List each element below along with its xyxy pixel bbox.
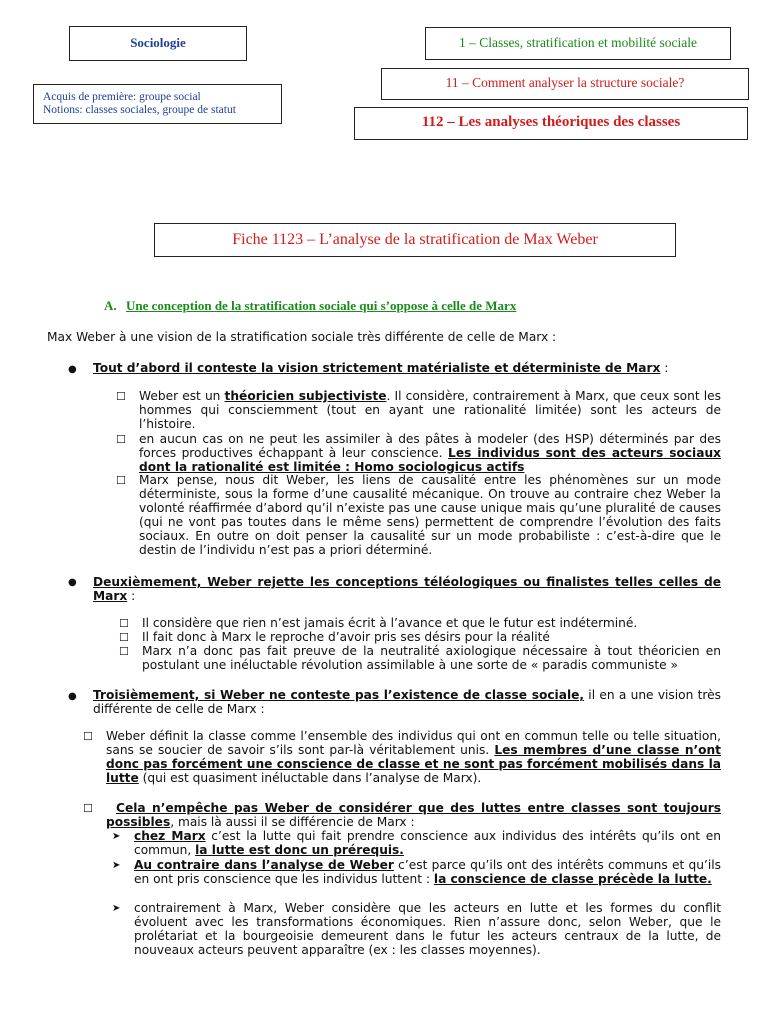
point2-item2: Il fait donc à Marx le reproche d’avoir pris ses désirs pour la réalité — [142, 630, 550, 644]
point1-item1-b: théoricien subjectiviste — [224, 389, 387, 403]
point3-arrow2 — [134, 858, 721, 886]
checkbox-icon: ☐ — [83, 802, 93, 815]
subject-box — [69, 26, 247, 61]
point3-arrow3: contrairement à Marx, Weber considère que les acteurs en lutte et les formes du conflit évoluent avec les transformations économiques. Rien n’assure donc, selon Weber, que le prolétariat et la bourgeoisie demeurent dans le futur les acteurs centraux de la lutte, de nouveaux acteurs peuvent apparaître (ex : les classes moyennes). — [134, 901, 721, 957]
bullet-icon: ● — [68, 577, 77, 588]
point3-item2 — [106, 801, 721, 829]
section-label: 11 – Comment analyser la structure sociale? — [445, 75, 685, 90]
point1-colon: : — [660, 361, 669, 375]
point1-item1-a: Weber est un — [139, 389, 225, 403]
point3-arrow2-a: Au contraire dans l’analyse de Weber — [134, 858, 394, 872]
checkbox-icon: ☐ — [116, 474, 126, 487]
point3-item1-c: (qui est quasiment inéluctable dans l’analyse de Marx). — [138, 771, 482, 785]
checkbox-icon: ☐ — [119, 631, 129, 644]
checkbox-icon: ☐ — [83, 730, 93, 743]
point3-arrow1-a: chez Marx — [134, 829, 206, 843]
point2-colon: : — [127, 589, 136, 603]
chapter-label: 1 – Classes, stratification et mobilité sociale — [458, 35, 698, 50]
point1-item2 — [139, 432, 721, 474]
point1-item2-b: Les individus sont des acteurs sociaux dont la rationalité est limitée : Homo sociologicus actifs — [139, 446, 721, 474]
notions-label: Notions: classes sociales, groupe de statut — [43, 104, 236, 116]
section-a-title: Une conception de la stratification sociale qui s’oppose à celle de Marx — [126, 298, 517, 313]
bullet-icon: ● — [68, 364, 77, 375]
section-box — [381, 68, 749, 100]
section-a-marker: A. — [104, 298, 117, 313]
subsection-box — [354, 107, 748, 140]
arrow-icon: ➤ — [112, 860, 121, 871]
point1-item3: Marx pense, nous dit Weber, les liens de causalité entre les phénomènes sur un mode déterministe, sous la forme d’une causalité mécanique. On trouve au contraire chez Weber la volonté réaffirmée d’abord qu’il n’existe pas une cause unique mais qu’une pluralité de causes (qui ne vont pas toutes dans le même sens) permettent de comprendre l’évolution des faits sociaux. En outre on doit penser la causalité sur un mode probabiliste : c’est-à-dire que le destin de l’individu n’est pas a priori déterminé. — [139, 473, 721, 557]
subsection-label: 112 – Les analyses théoriques des classes — [421, 114, 681, 130]
fiche-title-box — [154, 223, 676, 257]
prereq-label: Acquis de première: groupe social — [43, 91, 201, 103]
point3-item1-b: Les membres d’une classe n’ont donc pas forcément une conscience de classe et ne sont pas forcément mobilisés dans la lutte — [106, 743, 721, 785]
point1-item1 — [139, 389, 721, 431]
chapter-box — [425, 27, 731, 60]
bullet-icon: ● — [68, 691, 77, 702]
point3-heading — [93, 688, 721, 716]
point1-heading — [93, 361, 668, 375]
point3-arrow1 — [134, 829, 721, 857]
point3-heading-text: Troisièmement, si Weber ne conteste pas l’existence de classe sociale, — [93, 688, 585, 702]
point2-item3: Marx n’a donc pas fait preuve de la neutralité axiologique nécessaire à tout théoricien en postulant une inéluctable révolution assimilable à une sorte de « paradis communiste » — [142, 644, 721, 672]
point3-item2-b: , mais là aussi il se différencie de Marx : — [170, 815, 415, 829]
point3-item2-a: Cela n’empêche pas Weber de considérer que des luttes entre classes sont toujours possibles — [106, 801, 721, 829]
point3-item1-a: Weber définit la classe comme l’ensemble des individus qui ont en commun telle ou telle situation, sans se soucier de savoir s’ils sont par-là véritablement unis. — [106, 729, 721, 757]
subject-label: Sociologie — [130, 35, 186, 50]
point2-heading-text: Deuxièmement, Weber rejette les conceptions téléologiques ou finalistes telles celles de Marx — [93, 575, 721, 603]
point3-arrow1-c: la lutte est donc un prérequis. — [195, 843, 404, 857]
point3-arrow1-b: c’est la lutte qui fait prendre conscience aux individus des intérêts qu’ils ont en commun, — [134, 829, 722, 857]
arrow-icon: ➤ — [112, 831, 121, 842]
point3-arrow2-b: c’est parce qu’ils ont des intérêts communs et qu’ils en ont pris conscience que les individus luttent : — [134, 858, 721, 886]
arrow-icon: ➤ — [112, 903, 121, 914]
point1-item1-c: . Il considère, contrairement à Marx, que ceux sont les hommes qui consciemment (tout en ayant une rationalité limitée) sont les acteurs de l’histoire. — [139, 389, 721, 431]
checkbox-icon: ☐ — [116, 390, 126, 403]
point1-heading-text: Tout d’abord il conteste la vision strictement matérialiste et déterministe de Marx — [93, 361, 661, 375]
point3-heading-tail: il en a une vision très différente de celle de Marx : — [93, 688, 721, 716]
point3-item1 — [106, 729, 721, 785]
intro-paragraph: Max Weber à une vision de la stratification sociale très différente de celle de Marx : — [47, 330, 557, 344]
point2-item1: Il considère que rien n’est jamais écrit à l’avance et que le futur est indéterminé. — [142, 616, 638, 630]
point3-arrow2-c: la conscience de classe précède la lutte. — [433, 872, 712, 886]
checkbox-icon: ☐ — [119, 617, 129, 630]
point1-item2-a: en aucun cas on ne peut les assimiler à des pâtes à modeler (des HSP) déterminés par des forces productives échappant à leur conscience. — [139, 432, 721, 460]
point2-heading — [93, 575, 721, 603]
checkbox-icon: ☐ — [119, 645, 129, 658]
prereq-box — [33, 84, 282, 124]
checkbox-icon: ☐ — [116, 433, 126, 446]
fiche-title: Fiche 1123 – L’analyse de la stratification de Max Weber — [232, 231, 598, 248]
